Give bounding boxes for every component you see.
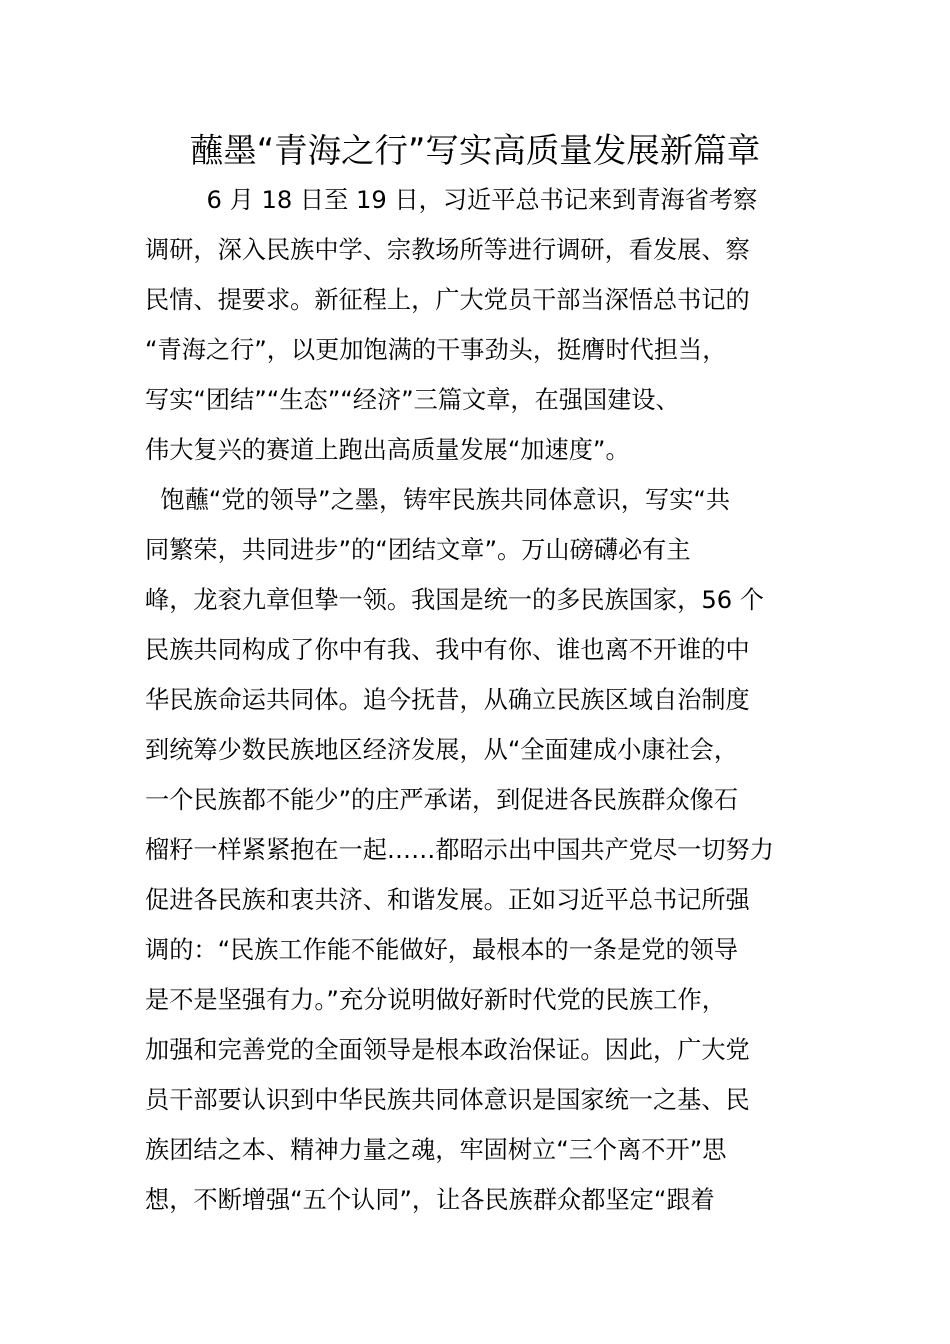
document-title: 蘸墨“青海之行”写实高质量发展新篇章 — [189, 131, 761, 170]
text-line: 饱蘸“党的领导”之墨，铸牢民族共同体意识，写实“共 — [145, 486, 731, 514]
text-line: 峰，龙衮九章但挚一领。我国是统一的多民族国家，56 个 — [145, 586, 764, 614]
text-line: 伟大复兴的赛道上跑出高质量发展“加速度”。 — [145, 436, 630, 464]
document-body — [145, 180, 815, 1230]
text-line: 华民族命运共同体。追今抚昔，从确立民族区域自治制度 — [145, 686, 750, 714]
text-line: 调的：“民族工作能不能做好，最根本的一条是党的领导 — [145, 936, 739, 964]
text-line: 民情、提要求。新征程上，广大党员干部当深悟总书记的 — [145, 286, 750, 314]
text-line: 到统筹少数民族地区经济发展，从“全面建成小康社会， — [145, 736, 739, 764]
text-line: 族团结之本、精神力量之魂，牢固树立“三个离不开”思 — [145, 1136, 727, 1164]
text-line: 民族共同构成了你中有我、我中有你、谁也离不开谁的中 — [145, 636, 750, 664]
text-line: 加强和完善党的全面领导是根本政治保证。因此，广大党 — [145, 1036, 750, 1064]
text-line: 榴籽一样紧紧抱在一起……都昭示出中国共产党尽一切努力 — [145, 836, 774, 864]
text-line: 是不是坚强有力。”充分说明做好新时代党的民族工作， — [145, 986, 726, 1014]
text-line: 一个民族都不能少”的庄严承诺，到促进各民族群众像石 — [145, 786, 739, 814]
text-line: 想，不断增强“五个认同”，让各民族群众都坚定“跟着 — [145, 1186, 715, 1214]
text-line: 写实“团结”“生态”“经济”三篇文章，在强国建设、 — [145, 386, 680, 414]
text-line: 促进各民族和衷共济、和谐发展。正如习近平总书记所强 — [145, 886, 750, 914]
text-line: 同繁荣，共同进步”的“团结文章”。万山磅礴必有主 — [145, 536, 691, 564]
text-line: 调研，深入民族中学、宗教场所等进行调研，看发展、察 — [145, 236, 750, 264]
text-line: “青海之行”，以更加饱满的干事劲头，挺膺时代担当， — [145, 336, 727, 364]
text-line: 6 月 18 日至 19 日，习近平总书记来到青海省考察 — [145, 186, 758, 214]
text-line: 员干部要认识到中华民族共同体意识是国家统一之基、民 — [145, 1086, 750, 1114]
